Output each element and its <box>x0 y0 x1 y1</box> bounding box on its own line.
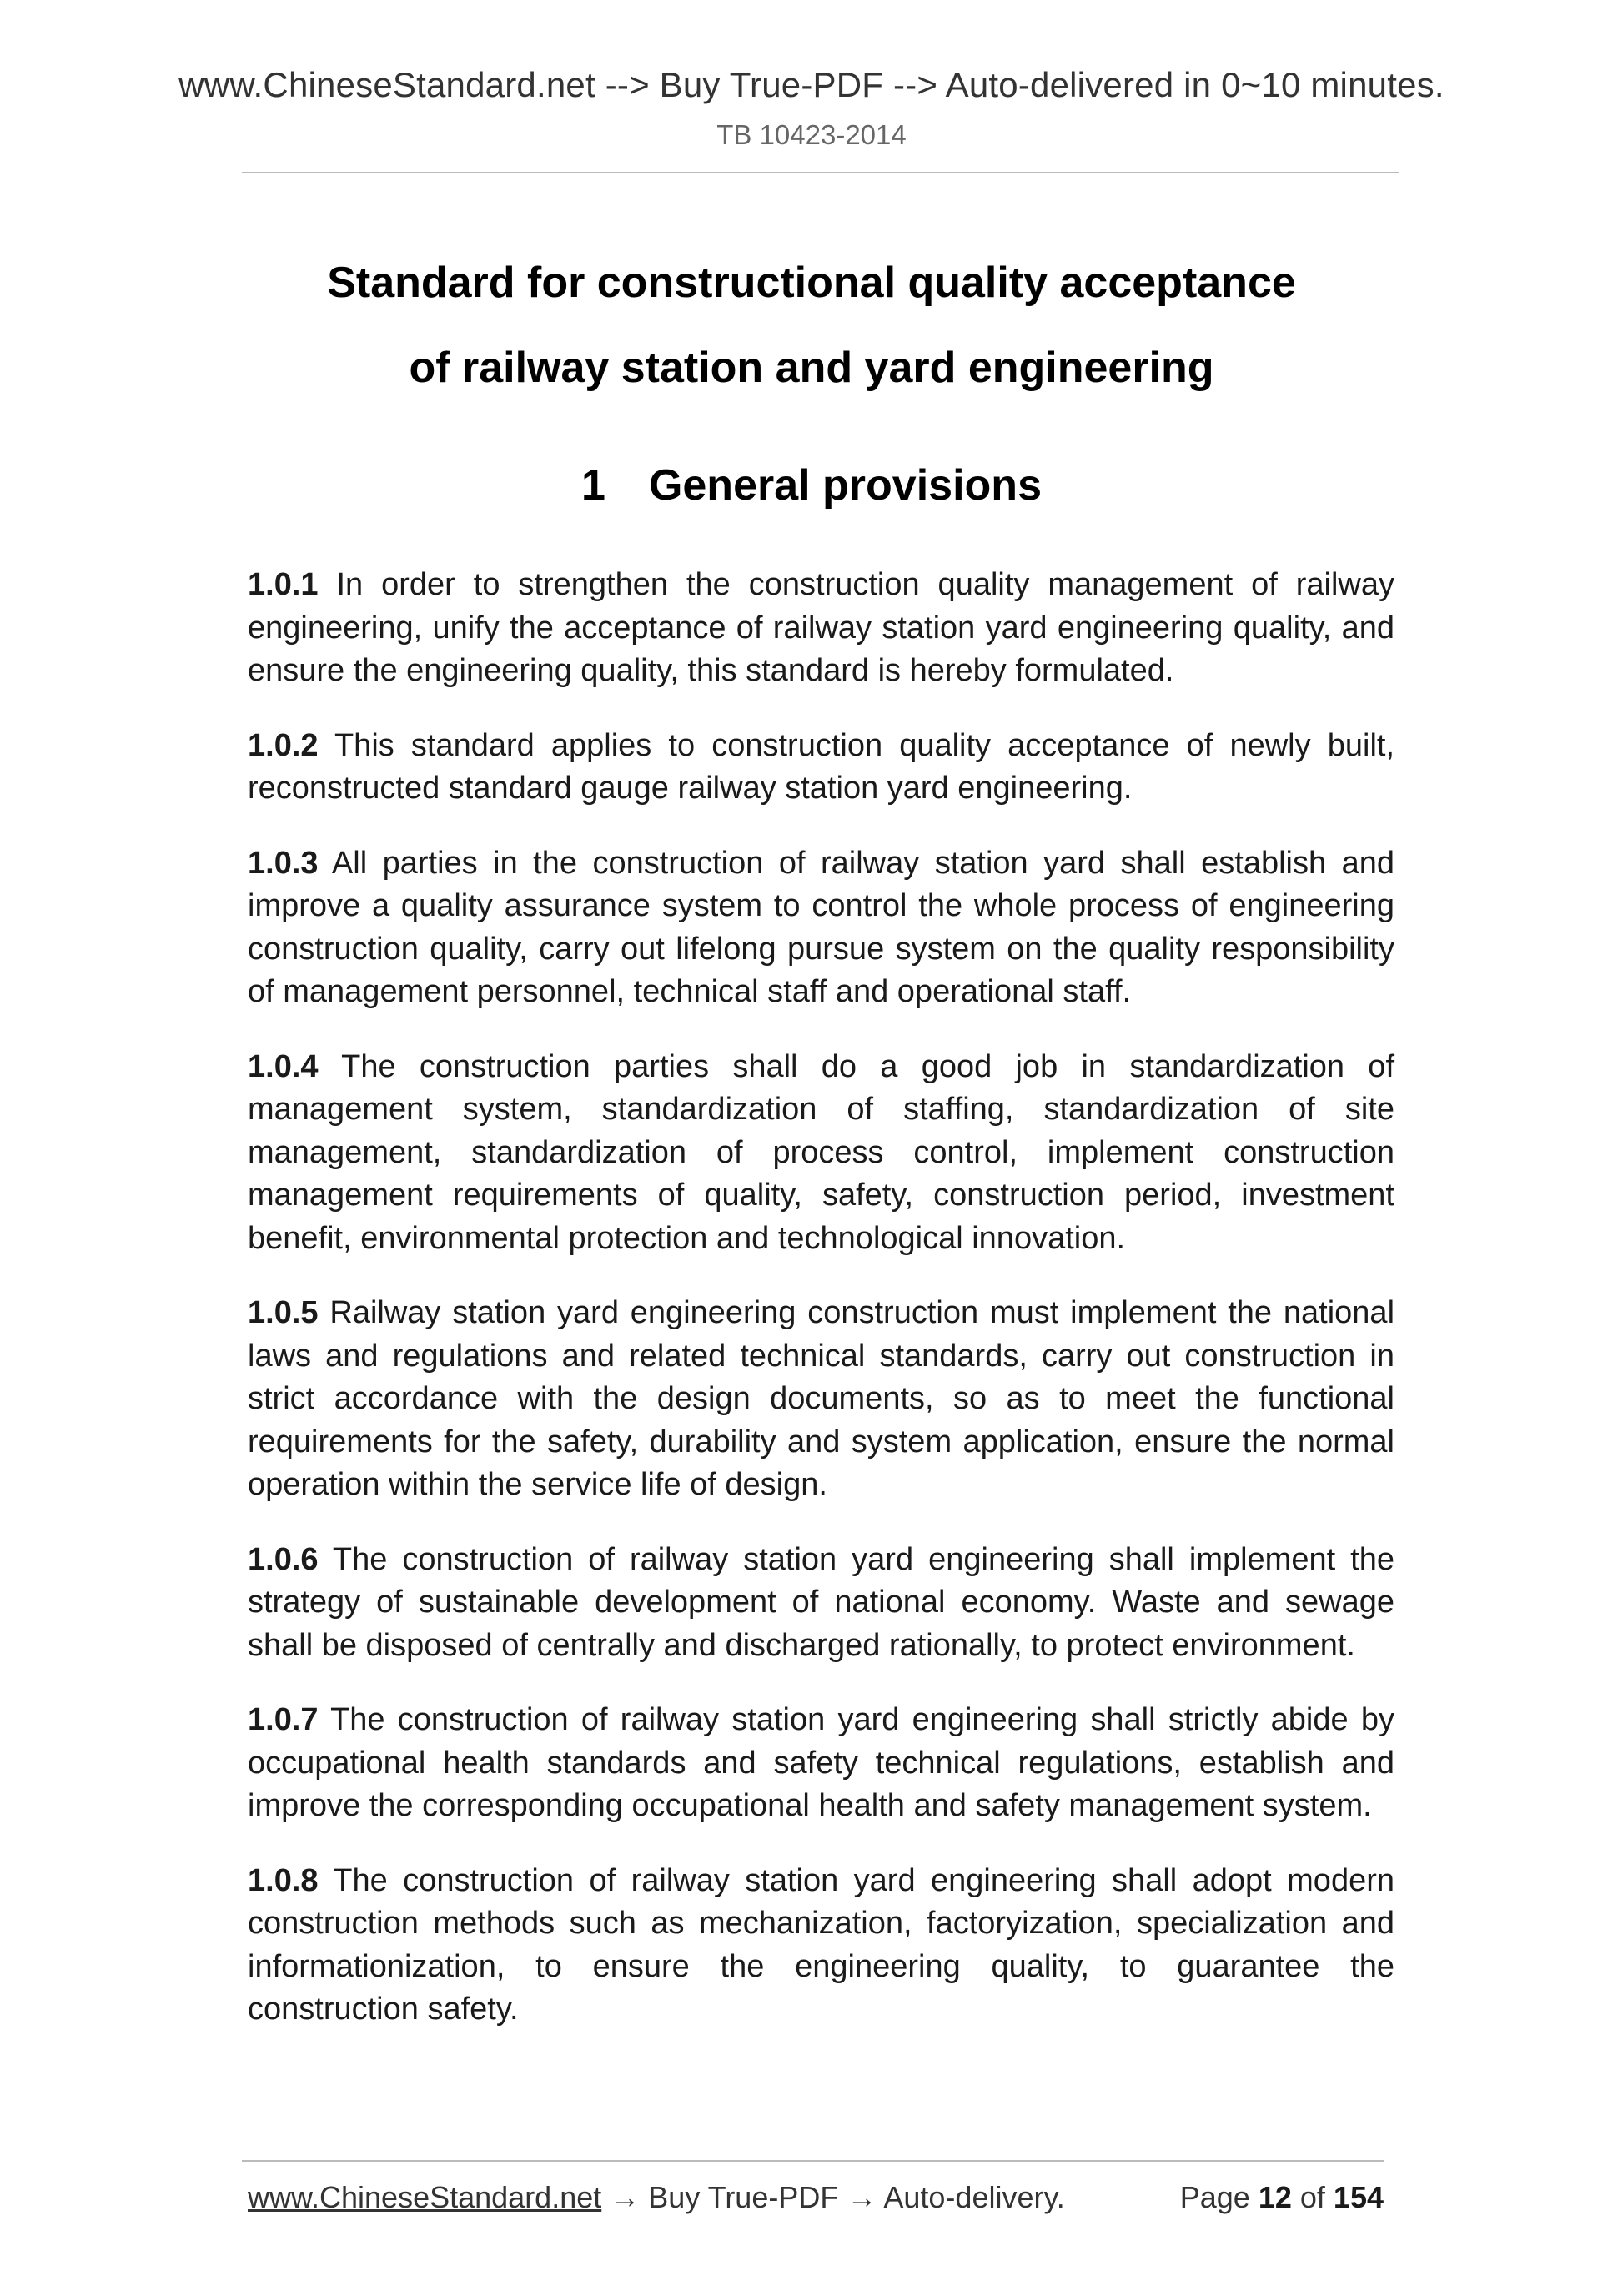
page-label: Page <box>1179 2180 1250 2214</box>
clause-number: 1.0.3 <box>248 845 319 881</box>
clause-1-0-8 <box>248 1860 1394 2032</box>
clause-text: This standard applies to construction quality acceptance of newly built, reconstructed standard gauge railway station yard engineering. <box>248 727 1394 806</box>
of-label: of <box>1299 2180 1325 2214</box>
chapter-heading <box>0 460 1623 510</box>
standard-number: TB 10423-2014 <box>716 119 907 150</box>
clause-number: 1.0.4 <box>248 1048 319 1084</box>
footer-delivery-text: Auto-delivery. <box>883 2180 1065 2214</box>
clause-text: All parties in the construction of railway station yard shall establish and improve a quality assurance system to control the whole process of engineering construction quality, carry out lifelong pursue system on the quality responsibility of management personnel, technical staff and operational staff. <box>248 845 1394 1009</box>
clause-1-0-1 <box>248 564 1394 693</box>
clause-1-0-2 <box>248 725 1394 811</box>
footer-divider <box>242 2160 1384 2162</box>
clause-text: The construction of railway station yard engineering shall implement the strategy of sustainable development of national economy. Waste and sewage shall be disposed of centrally and discharged rationally, to protect environment. <box>248 1541 1394 1663</box>
header-banner: www.ChineseStandard.net --> Buy True-PDF --> Auto-delivered in 0~10 minutes. <box>178 65 1445 104</box>
clause-text: The construction of railway station yard engineering shall adopt modern construction methods such as mechanization, factoryization, specialization and informationization, to ensure the engineering quality, to guarantee the construction safety. <box>248 1862 1394 2027</box>
clause-1-0-4 <box>248 1046 1394 1261</box>
footer-links <box>248 2180 1065 2215</box>
clause-1-0-3 <box>248 842 1394 1014</box>
clause-text: In order to strengthen the construction quality management of railway engineering, unify the acceptance of railway station yard engineering quality, and ensure the engineering quality, this standard is hereby formulated. <box>248 567 1394 688</box>
clause-text: Railway station yard engineering construction must implement the national laws and regulations and related technical standards, carry out construction in strict accordance with the design documents, so as to meet the functional requirements for the safety, durability and system application, ensure the normal operation within the service life of design. <box>248 1295 1395 1502</box>
chapter-name: General provisions <box>648 461 1042 510</box>
clause-number: 1.0.7 <box>248 1702 319 1737</box>
clause-text: The construction of railway station yard engineering shall strictly abide by occupational health standards and safety technical regulations, establish and improve the corresponding occupational health and safety management system. <box>248 1702 1394 1823</box>
clause-number: 1.0.8 <box>248 1862 319 1898</box>
document-title <box>0 240 1623 410</box>
page-indicator <box>1180 2180 1384 2215</box>
document-title-line-2: of railway station and yard engineering <box>409 344 1214 392</box>
clause-number: 1.0.5 <box>248 1295 319 1330</box>
footer-buy-text: Buy True-PDF <box>648 2180 839 2214</box>
arrow-right-icon: → <box>610 2180 641 2214</box>
clause-list <box>248 564 1394 2063</box>
clause-1-0-7 <box>248 1699 1394 1828</box>
clause-number: 1.0.1 <box>248 567 319 602</box>
clause-1-0-6 <box>248 1539 1394 1668</box>
total-page-count: 154 <box>1333 2180 1384 2214</box>
clause-number: 1.0.6 <box>248 1541 319 1577</box>
chapter-number: 1 <box>581 461 605 510</box>
footer-site-link[interactable]: www.ChineseStandard.net <box>248 2180 602 2214</box>
clause-number: 1.0.2 <box>248 727 319 763</box>
header-divider <box>242 172 1399 173</box>
clause-text: The construction parties shall do a good job in standardization of management system, standardization of staffing, standardization of site management, standardization of process control, implement construction management requirements of quality, safety, construction period, investment benefit, environmental protection and technological innovation. <box>248 1048 1394 1256</box>
document-title-line-1: Standard for constructional quality acceptance <box>327 259 1296 307</box>
clause-1-0-5 <box>248 1292 1394 1507</box>
arrow-right-icon: → <box>847 2180 877 2214</box>
current-page-number: 12 <box>1258 2180 1292 2214</box>
